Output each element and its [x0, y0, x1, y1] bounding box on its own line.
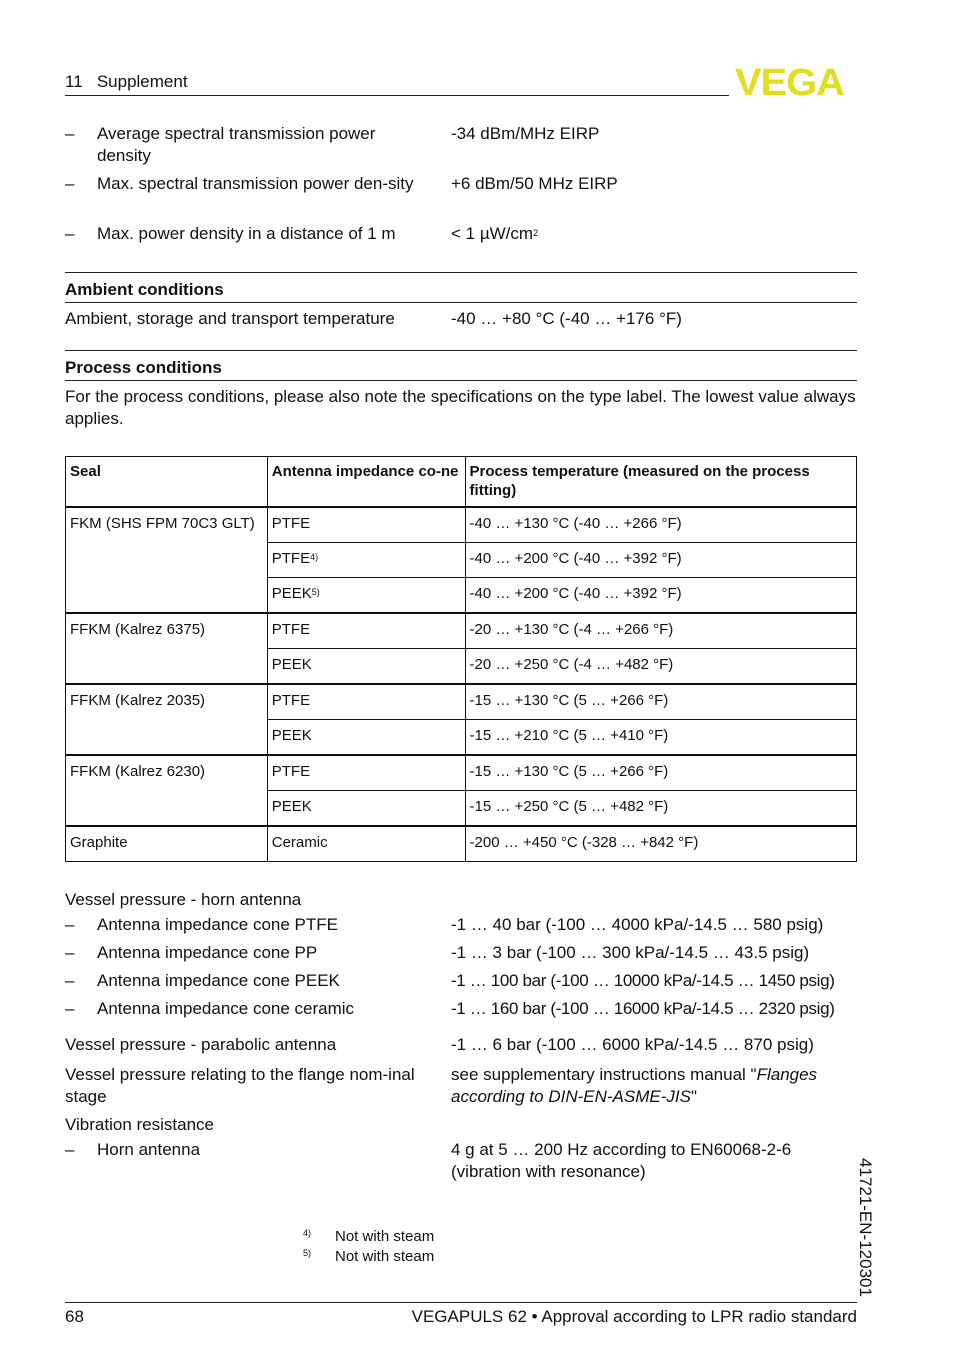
spec-label: Max. spectral transmission power den-sity — [97, 174, 414, 193]
list-dash: – — [65, 943, 75, 962]
list-dash: – — [65, 971, 75, 990]
spec-label: Average spectral transmission power density — [97, 124, 376, 165]
cell-seal: FFKM (Kalrez 6230) — [66, 755, 268, 826]
footer-rule — [65, 1302, 857, 1303]
cell-seal: FFKM (Kalrez 6375) — [66, 613, 268, 684]
list-dash: – — [65, 124, 75, 143]
footnote: $^{5)}$ Not with steam — [303, 1248, 435, 1265]
cell-seal: FFKM (Kalrez 2035) — [66, 684, 268, 755]
flange-pressure-label: Vessel pressure relating to the flange nom-inal stage — [65, 1065, 415, 1106]
list-dash: – — [65, 1140, 75, 1159]
ambient-heading: Ambient conditions — [65, 280, 224, 299]
vibration-label: Horn antenna — [97, 1140, 201, 1159]
header-section — [65, 71, 188, 93]
table-row — [66, 507, 857, 543]
cell-temp: -20 … +250 °C (-4 … +482 °F) — [465, 649, 856, 685]
cell-seal: Graphite — [66, 826, 268, 862]
cell-cone: PTFE$^{4)}$ — [267, 543, 465, 578]
list-dash: – — [65, 915, 75, 934]
cell-cone: PEEK — [267, 720, 465, 756]
ambient-value: -40 … +80 °C (-40 … +176 °F) — [451, 309, 682, 328]
parabolic-pressure-label: Vessel pressure - parabolic antenna — [65, 1035, 337, 1054]
cell-temp: -15 … +250 °C (5 … +482 °F) — [465, 791, 856, 827]
spec-label: Max. power density in a distance of 1 m — [97, 224, 396, 243]
page-number: 68 — [65, 1307, 84, 1326]
section-rule — [65, 302, 857, 303]
table-row — [66, 826, 857, 862]
table-header-temp: Process temperature (measured on the process fitting) — [465, 457, 856, 508]
cell-temp: -200 … +450 °C (-328 … +842 °F) — [465, 826, 856, 862]
list-dash: – — [65, 999, 75, 1018]
table-row — [66, 755, 857, 791]
cell-temp: -15 … +210 °C (5 … +410 °F) — [465, 720, 856, 756]
parabolic-pressure-value: -1 … 6 bar (-100 … 6000 kPa/-14.5 … 870 psig) — [451, 1035, 814, 1054]
spec-value: -34 dBm/MHz EIRP — [451, 124, 600, 143]
vibration-value: 4 g at 5 … 200 Hz according to EN60068-2-6 (vibration with resonance) — [451, 1140, 792, 1181]
cell-temp: -40 … +200 °C (-40 … +392 °F) — [465, 543, 856, 578]
spec-value: < 1 $\mu W/cm^2$ — [451, 224, 539, 243]
svg-text:VEGA: VEGA — [735, 64, 844, 100]
cell-temp: -15 … +130 °C (5 … +266 °F) — [465, 684, 856, 720]
header-rule — [65, 95, 729, 96]
footnote: $^{4)}$ Not with steam — [303, 1228, 435, 1245]
footer-title: VEGAPULS 62 • Approval according to LPR radio standard — [411, 1307, 857, 1326]
pressure-label: Antenna impedance cone ceramic — [97, 999, 355, 1018]
cell-seal: FKM (SHS FPM 70C3 GLT) — [66, 507, 268, 613]
footnote-ref: 5) — [311, 587, 320, 597]
cell-temp: -20 … +130 °C (-4 … +266 °F) — [465, 613, 856, 649]
table-header-cone: Antenna impedance co-ne — [267, 457, 465, 508]
pressure-label: Antenna impedance cone PTFE — [97, 915, 338, 934]
flange-pressure-value: see supplementary instructions manual "Flanges according to DIN-EN-ASME-JIS" — [451, 1065, 818, 1106]
table-header-row — [66, 457, 857, 508]
cell-cone: PTFE — [267, 507, 465, 543]
cell-cone: PTFE — [267, 684, 465, 720]
pressure-value: -1 … 160 bar (-100 … 16000 kPa/-14.5 … 2320 psig) — [451, 999, 835, 1018]
horn-pressure-title: Vessel pressure - horn antenna — [65, 890, 302, 909]
cell-cone: PTFE — [267, 613, 465, 649]
spec-value: +6 dBm/50 MHz EIRP — [451, 174, 618, 193]
footnote-ref: 4) — [310, 552, 319, 562]
pressure-value: -1 … 40 bar (-100 … 4000 kPa/-14.5 … 580 psig) — [451, 915, 824, 934]
pressure-value: -1 … 3 bar (-100 … 300 kPa/-14.5 … 43.5 psig) — [451, 943, 810, 962]
vega-logo — [735, 64, 859, 105]
cell-cone: PTFE — [267, 755, 465, 791]
list-dash: – — [65, 224, 75, 243]
process-temperature-table — [65, 456, 857, 862]
pressure-value: -1 … 100 bar (-100 … 10000 kPa/-14.5 … 1450 psig) — [451, 971, 835, 990]
cell-cone: PEEK — [267, 649, 465, 685]
section-rule — [65, 350, 857, 351]
table-header-seal: Seal — [66, 457, 268, 508]
pressure-label: Antenna impedance cone PEEK — [97, 971, 340, 990]
section-rule — [65, 272, 857, 273]
cell-cone: PEEK — [267, 791, 465, 827]
cell-temp: -40 … +200 °C (-40 … +392 °F) — [465, 578, 856, 614]
cell-cone: Ceramic — [267, 826, 465, 862]
list-dash: – — [65, 174, 75, 193]
vibration-title: Vibration resistance — [65, 1115, 214, 1134]
table-row — [66, 684, 857, 720]
process-note: For the process conditions, please also note the specifications on the type label. The lowest value always applies. — [65, 387, 856, 428]
pressure-label: Antenna impedance cone PP — [97, 943, 318, 962]
cell-temp: -40 … +130 °C (-40 … +266 °F) — [465, 507, 856, 543]
process-heading: Process conditions — [65, 358, 222, 377]
document-code: 41721-EN-120301 — [856, 1158, 875, 1297]
cell-cone: PEEK$^{5)}$ — [267, 578, 465, 614]
cell-temp: -15 … +130 °C (5 … +266 °F) — [465, 755, 856, 791]
section-number: 11 — [65, 72, 83, 91]
table-row — [66, 613, 857, 649]
section-title: Supplement — [96, 72, 188, 91]
section-rule — [65, 380, 857, 381]
ambient-label: Ambient, storage and transport temperature — [65, 309, 395, 328]
